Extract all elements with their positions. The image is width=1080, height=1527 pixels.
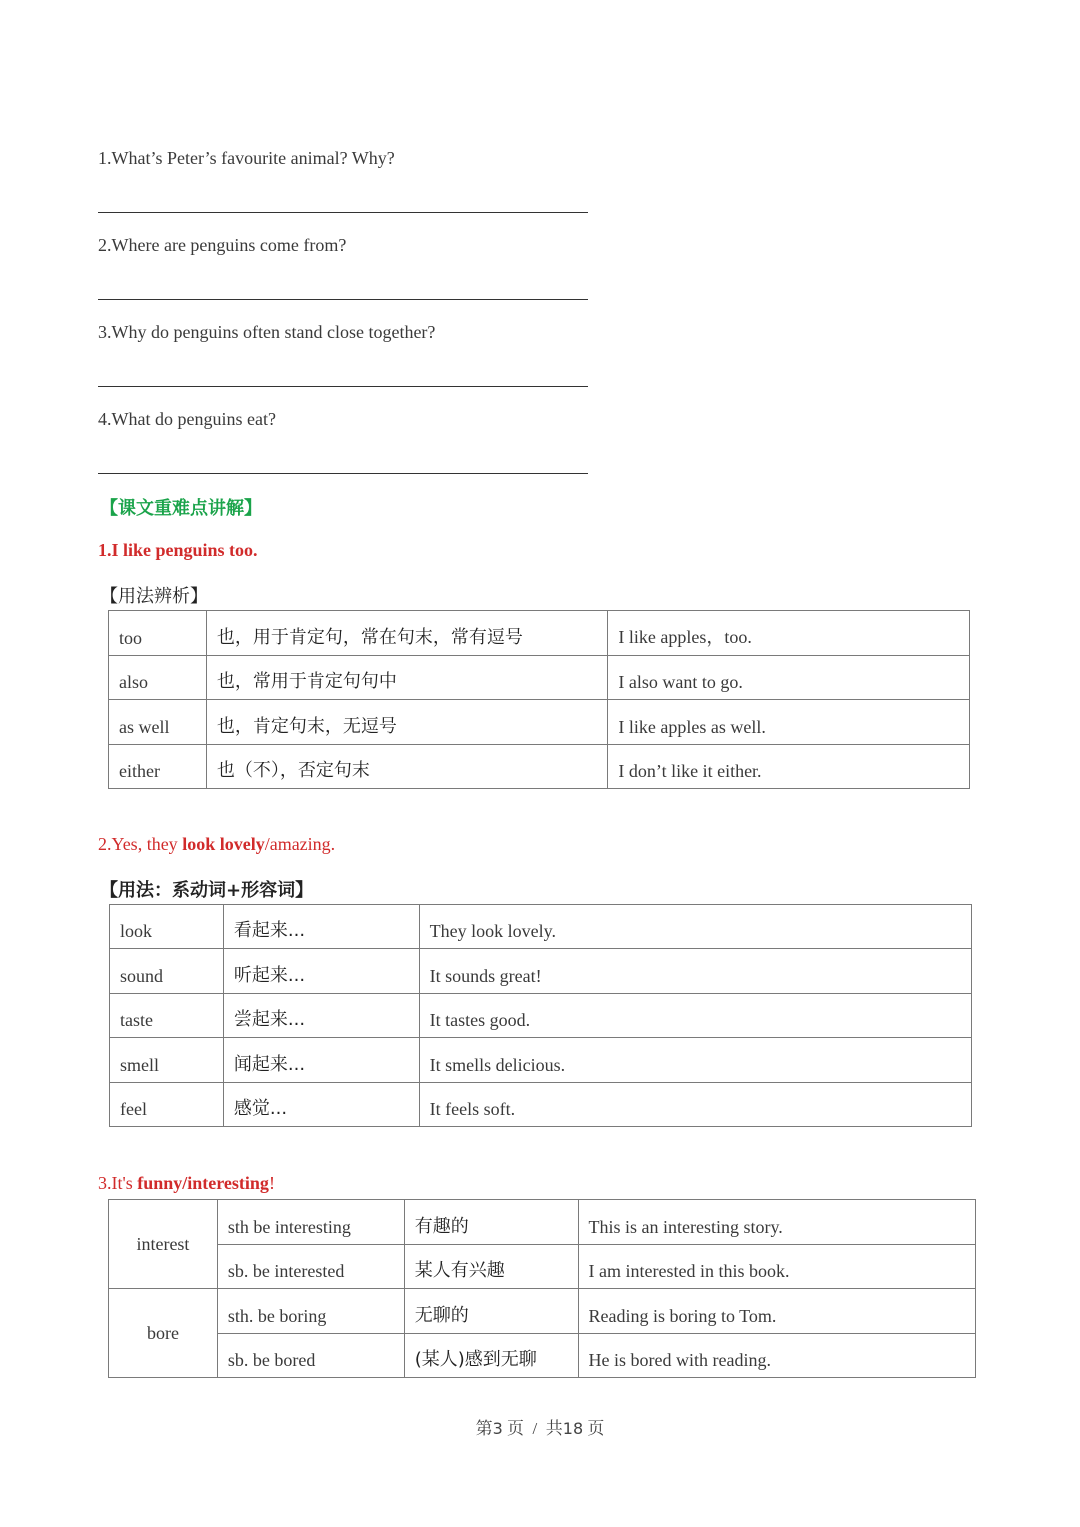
question-2: 2.Where are penguins come from? <box>98 235 347 255</box>
table-row <box>110 1082 972 1126</box>
meaning-cell: 也，肯定句末，无逗号 <box>206 700 608 745</box>
point1-usage-label: 【用法辨析】 <box>100 586 208 607</box>
example-cell: It feels soft. <box>419 1082 971 1126</box>
meaning-cell: 听起来... <box>223 949 419 993</box>
example-cell: It sounds great! <box>419 949 971 993</box>
table-row <box>110 949 972 993</box>
meaning-cell: 有趣的 <box>404 1200 578 1245</box>
table-row <box>109 1289 976 1334</box>
table-row <box>109 1333 976 1378</box>
page-footer <box>0 1414 1080 1439</box>
meaning-cell: 也（不），否定句末 <box>206 744 608 789</box>
pattern-cell: sth be interesting <box>217 1200 404 1245</box>
answer-line-2 <box>98 299 588 300</box>
table-row <box>109 1244 976 1289</box>
pattern-cell: sb. be bored <box>217 1333 404 1378</box>
table-row <box>109 700 970 745</box>
example-cell: I like apples as well. <box>608 700 970 745</box>
table-row <box>109 1200 976 1245</box>
meaning-cell: 尝起来... <box>223 993 419 1037</box>
point2-usage-label: 【用法：系动词+形容词】 <box>100 880 314 901</box>
example-cell: I also want to go. <box>608 655 970 700</box>
point2-table <box>109 904 972 1127</box>
footer-suffix: 页 <box>583 1419 605 1438</box>
meaning-cell: (某人)感到无聊 <box>404 1333 578 1378</box>
pattern-cell: sb. be interested <box>217 1244 404 1289</box>
meaning-cell: 也，用于肯定句，常在句末，常有逗号 <box>206 611 608 656</box>
answer-line-1 <box>98 212 588 213</box>
meaning-cell: 感觉... <box>223 1082 419 1126</box>
example-cell: Reading is boring to Tom. <box>578 1289 976 1334</box>
group-word-cell: bore <box>109 1289 218 1378</box>
example-cell: It smells delicious. <box>419 1038 971 1082</box>
word-cell: as well <box>109 700 207 745</box>
footer-total-pages: 18 <box>562 1419 584 1438</box>
meaning-cell: 无聊的 <box>404 1289 578 1334</box>
example-cell: I am interested in this book. <box>578 1244 976 1289</box>
table-row <box>109 611 970 656</box>
meaning-cell: 也，常用于肯定句句中 <box>206 655 608 700</box>
verb-cell: feel <box>110 1082 224 1126</box>
answer-line-3 <box>98 386 588 387</box>
point3-heading-bold: funny/interesting <box>137 1173 269 1193</box>
question-4: 4.What do penguins eat? <box>98 409 276 429</box>
point3-heading-prefix: 3.It's <box>98 1173 138 1193</box>
point2-heading-bold: look lovely <box>182 834 265 854</box>
point1-table <box>108 610 970 789</box>
word-cell: too <box>109 611 207 656</box>
footer-page-number: 3 <box>492 1419 503 1438</box>
example-cell: I don’t like it either. <box>608 744 970 789</box>
question-1: 1.What’s Peter’s favourite animal? Why? <box>98 148 395 168</box>
example-cell: They look lovely. <box>419 905 971 949</box>
verb-cell: look <box>110 905 224 949</box>
example-cell: He is bored with reading. <box>578 1333 976 1378</box>
example-cell: This is an interesting story. <box>578 1200 976 1245</box>
group-word-cell: interest <box>109 1200 218 1289</box>
footer-prefix: 第 <box>475 1419 493 1438</box>
meaning-cell: 看起来... <box>223 905 419 949</box>
point3-heading <box>98 1173 275 1194</box>
section-title: 【课文重难点讲解】 <box>100 498 262 519</box>
table-row <box>110 993 972 1037</box>
point2-heading-prefix: 2.Yes, they <box>98 834 183 854</box>
point1-heading: 1.I like penguins too. <box>98 540 258 560</box>
verb-cell: sound <box>110 949 224 993</box>
example-cell: It tastes good. <box>419 993 971 1037</box>
footer-middle: 页 / 共 <box>502 1419 563 1438</box>
verb-cell: smell <box>110 1038 224 1082</box>
verb-cell: taste <box>110 993 224 1037</box>
answer-line-4 <box>98 473 588 474</box>
point2-heading <box>98 834 335 855</box>
table-row <box>110 1038 972 1082</box>
point3-table <box>108 1199 976 1378</box>
word-cell: either <box>109 744 207 789</box>
question-3: 3.Why do penguins often stand close together? <box>98 322 436 342</box>
pattern-cell: sth. be boring <box>217 1289 404 1334</box>
table-row <box>109 744 970 789</box>
table-row <box>110 905 972 949</box>
point3-heading-suffix: ! <box>268 1173 275 1193</box>
word-cell: also <box>109 655 207 700</box>
meaning-cell: 某人有兴趣 <box>404 1244 578 1289</box>
table-row <box>109 655 970 700</box>
example-cell: I like apples，too. <box>608 611 970 656</box>
meaning-cell: 闻起来... <box>223 1038 419 1082</box>
point2-heading-suffix: /amazing. <box>264 834 336 854</box>
